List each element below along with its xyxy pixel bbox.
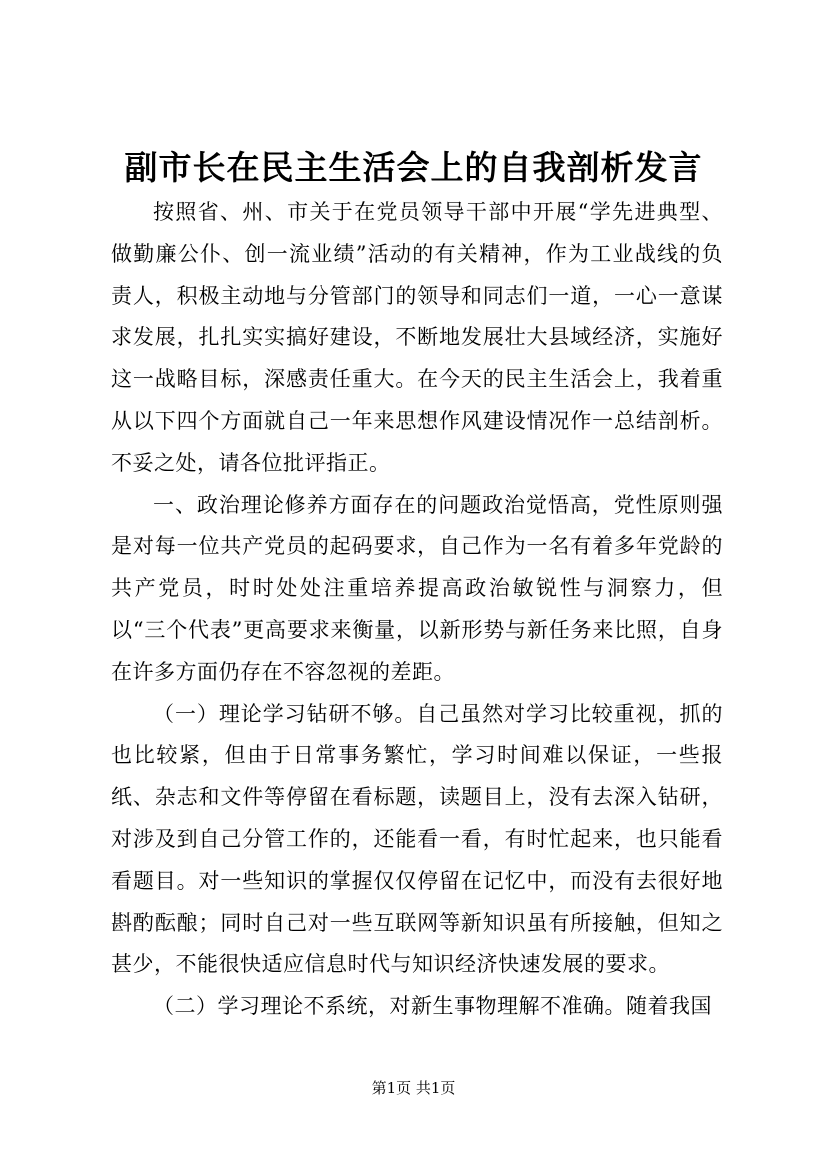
page-footer: 第1页 共1页: [371, 1079, 456, 1097]
paragraph-section-one: 一、政治理论修养方面存在的问题政治觉悟高，党性原则强是对每一位共产党员的起码要求，自己作为一名有着多年党龄的共产党员，时时处处注重培养提高政治敏锐性与洞察力，但以“三个代表”更高要求来衡量，以新形势与新任务来比照，自身在许多方面仍存在不容忽视的差距。: [111, 492, 723, 684]
document-title: 副市长在民主生活会上的自我剖析发言: [124, 148, 703, 187]
paragraph-intro: 按照省、州、市关于在党员领导干部中开展“学先进典型、做勤廉公仆、创一流业绩”活动的有关精神，作为工业战线的负责人，积极主动地与分管部门的领导和同志们一道，一心一意谋求发展，扎扎实实搞好建设，不断地发展壮大县域经济，实施好这一战略目标，深感责任重大。在今天的民主生活会上，我着重从以下四个方面就自己一年来思想作风建设情况作一总结剖析。不妥之处，请各位批评指正。: [111, 200, 723, 475]
document-body: [111, 192, 723, 1028]
paragraph-subsection-one: （一）理论学习钻研不够。自己虽然对学习比较重视，抓的也比较紧，但由于日常事务繁忙，学习时间难以保证，一些报纸、杂志和文件等停留在看标题，读题目上，没有去深入钻研，对涉及到自己分管工作的，还能看一看，有时忙起来，也只能看看题目。对一些知识的掌握仅仅停留在记忆中，而没有去很好地斟酌酝酿；同时自己对一些互联网等新知识虽有所接触，但知之甚少，不能很快适应信息时代与知识经济快速发展的要求。: [111, 701, 723, 977]
paragraph-subsection-two: （二）学习理论不系统，对新生事物理解不准确。随着我国: [153, 994, 712, 1019]
